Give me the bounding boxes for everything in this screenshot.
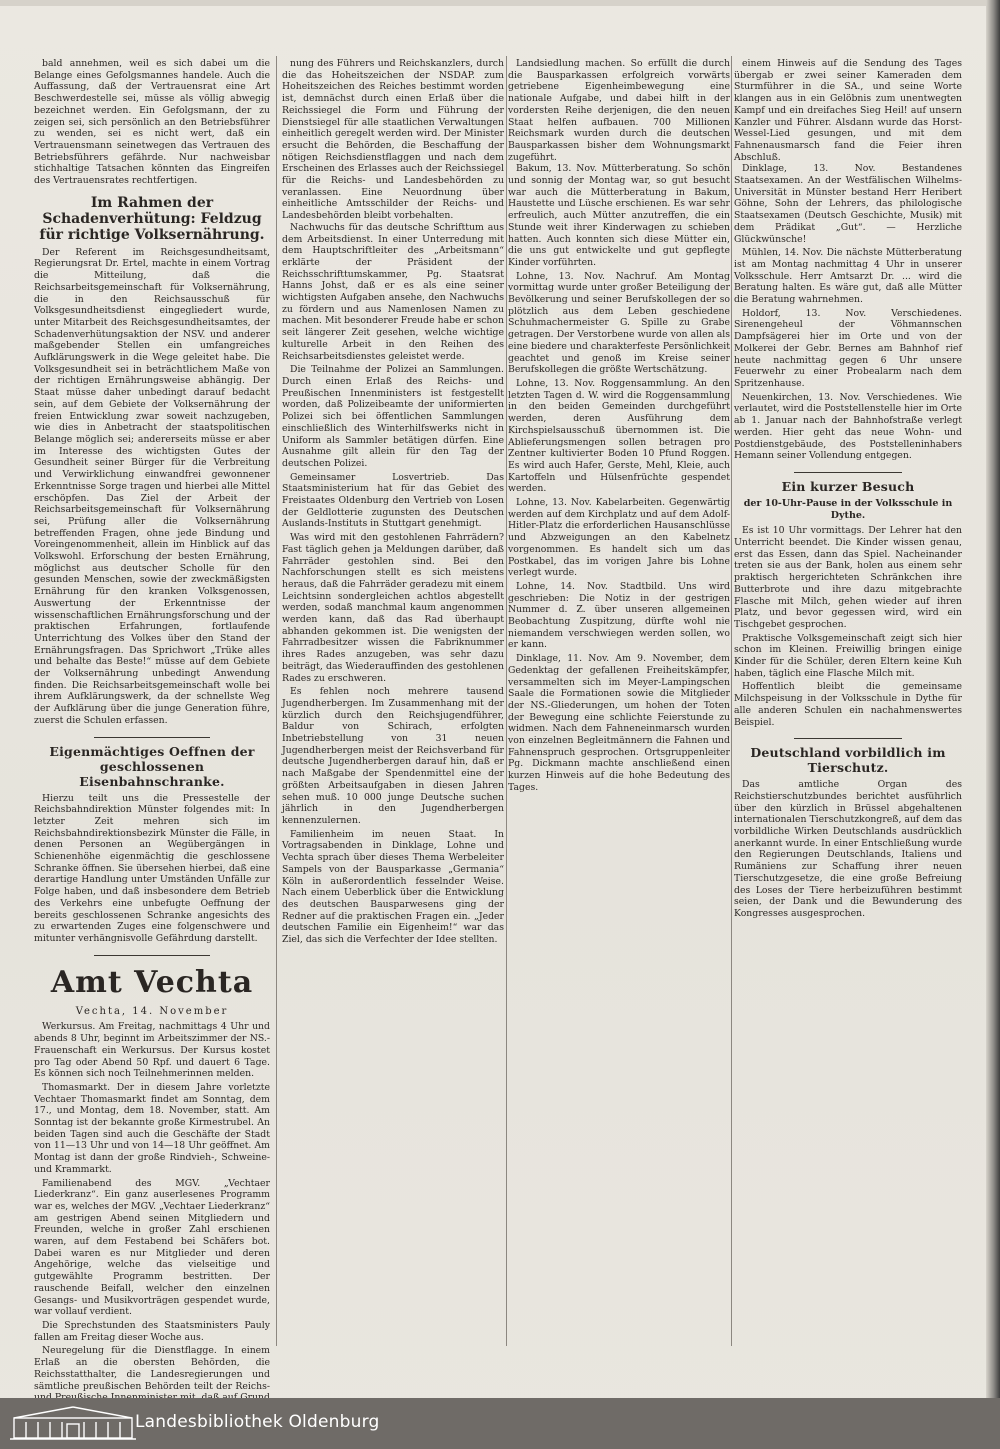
news-item-neuenkirchen: Neuenkirchen, 13. Nov. Verschiedenes. Wie verlautet, wird die Poststellenstelle hier im Orte ab 1. Januar nach der Bahnhofstraße verlegt werden. Hier geht das neue Wohn- und Postdienstgebäude, des Poststelleninhabers Hemann seiner Vollendung entgegen. (734, 391, 963, 462)
news-item-liederkranz: Familienabend des MGV. „Vechtaer Liederkranz“. Ein ganz auserlesenes Programm war es, welches der MGV. „Vechtaer Liederkranz“ am gestrigen Abend seinen Mitgliedern und Freunden, welche in großer Zahl erschienen waren, auf dem Festabend bei Schäfers bot. Dabei waren es nur Mitglieder und deren Angehörige, welche das vielseitige und gutgewählte Programm bestritten. Der rauschende Beifall, welcher den einzelnen Gesangs- und Musikvorträgen gespendet wurde, war vollauf verdient. (34, 1177, 270, 1318)
news-item-jugendherbergen: Es fehlen noch mehrere tausend Jugendherbergen. Im Zusammenhang mit der kürzlich durch den Reichsjugendführer, Baldur von Schirach, erfolgten Inbetriebstellung von 31 neuen Jugendherbergen meist der Reichsverband für deutsche Jugendherbergen darauf hin, daß er nach Maßgabe der Spendenmittel eine der größten Arbeitsaufgaben in diesen Jahren sehen muß. 10 000 junge Deutsche suchen jährlich in den Jugendherbergen kennenzulernen. (282, 686, 504, 826)
news-item-bakum: Bakum, 13. Nov. Mütterberatung. So schön und sonnig der Montag war, so gut besucht war auch die Mütterberatung in Bakum, Haustette und Lüsche erschienen. Es war sehr erfreulich, auch Mütter anzutreffen, die ein Stunde weit ihrer Kinderwagen zu schieben hatten. Auch konnten sich diese Mütter ein, die uns gut entwickelte und gut gepflegte Kinder vorführten. (508, 163, 730, 268)
news-item-lohne-kabel: Lohne, 13. Nov. Kabelarbeiten. Gegenwärtig werden auf dem Kirchplatz und auf dem Adolf-Hitler-Platz die erforderlichen Hausanschlüsse und Abzweigungen an den Kabelnetz vorgenommen. Es handelt sich um das Postkabel, das im vorigen Jahre bis Lohne verlegt wurde. (508, 497, 730, 579)
column-separator (731, 56, 732, 1346)
news-item-holdorf: Holdorf, 13. Nov. Verschiedenes. Sirenengeheul der Vöhmannschen Dampfsägerei hier im Orte und von der Molkerei der Gebr. Bernes am Bahnhof rief heute nachmittag gegen 6 Uhr unsere Feuerwehr zu einer Probealarm nach dem Spritzenhause. (734, 307, 962, 389)
article-kurzer-besuch: Es ist 10 Uhr vormittags. Der Lehrer hat den Unterricht beendet. Die Kinder wissen genau, erst das Essen, dann das Spiel. Nacheinander treten sie aus der Bank, holen aus einem sehr praktisch hergerichteten Schränkchen ihre Butterbrote und ihre dazu mitgebrachte Flasche mit Milch, gehen wieder auf ihren Platz, und bevor gegessen wird, wird ein Tischgebet gesprochen. (734, 525, 962, 630)
page-top-edge (0, 0, 1000, 6)
article-tierschutz: Das amtliche Organ des Reichstierschutzbundes berichtet ausführlich über den kürzlich in Brüssel abgehaltenen internationalen Tierschutzkongreß, auf dem das vorbildliche Wirken Deutschlands ausdrücklich anerkannt wurde. In einer Entschließung wurde den Regierungen Deutschlands, Italiens und Rumäniens zur Schaffung ihrer neuen Tierschutzgesetze, die eine große Befreiung des Loses der Tiere herbeizuführen bestimmt seien, der Dank und die Bewunderung des Kongresses ausgesprochen. (734, 779, 962, 919)
headline-volksernaehrung: Im Rahmen der Schadenverhütung: Feldzug für richtige Volksernährung. (39, 194, 265, 243)
article-intro-text: bald annehmen, weil es sich dabei um die Belange eines Gefolgsmannes handele. Auch die Auffassung, daß der Vertrauensrat eine Art Beschwerdestelle sei, müsse als völlig abwegig bezeichnet werden. Ein Gefolgsmann, der zu zeigen sei, sich persönlich an den Betriebsführer zu wenden, sei es nicht wert, daß ein Vertrauensmann seinetwegen das Vertrauen des Betriebsführers gefährde. Nur nachweisbar stichhaltige Tatsachen könnten das Eingreifen des Vertrauensrates rechtfertigen. (34, 58, 270, 187)
headline-kurzer-besuch: Ein kurzer Besuch (781, 478, 915, 494)
news-item-thomasmarkt: Thomasmarkt. Der in diesem Jahre vorletzte Vechtaer Thomasmarkt findet am Sonntag, dem 17., und Montag, dem 18. November, statt. Am Sonntag ist der bekannte große Kirmestrubel. An beiden Tagen sind auch die Geschäfte der Stadt von 11—13 Uhr und von 14—18 Uhr geöffnet. Am Montag ist dann der große Rindvieh-, Schweine- und Krammarkt. (34, 1081, 270, 1175)
article-kurzer-besuch-3: Hoffentlich bleibt die gemeinsame Milchspeisung in der Volksschule in Dythe für alle anderen Schulen ein nachahmenswertes Beispiel. (734, 681, 962, 728)
article-eisenbahnschranke: Hierzu teilt uns die Pressestelle der Reichsbahndirektion Münster folgendes mit: In letzter Zeit mehren sich im Reichsbahndirektionsbezirk Münster die Fälle, in denen Personen an Wegübergängen in Schienenhöhe eigenmächtig die geschlossene Schranke öffnen. Sie übersehen hierbei, daß eine derartige Handlung unter Umständen Unfälle zur Folge haben, und daß insbesondere dem Betrieb des Verkehrs eine unbefugte Oeffnung der bereits geschlossenen Schranke angesichts des zu erwartenden Zuges eine folgenschwere und mitunter verhängnisvolle Gefährdung darstellt. (34, 792, 270, 944)
library-building-logo-icon (8, 1404, 138, 1442)
section-title-amt-vechta: Amt Vechta (50, 964, 254, 1000)
news-item-schrifttum: Nachwuchs für das deutsche Schrifttum aus dem Arbeitsdienst. In einer Unterredung mit dem Hauptschriftleiter des „Arbeitsmann“ erklärte der Präsident der Reichsschrifttumskammer, Pg. Staatsrat Hanns Johst, daß er es als eine seiner wichtigsten Aufgaben ansehe, den Nachwuchs zu fördern und aus Namenlosen Namen zu machen. Mit besonderer Freude habe er schon seit längerer Zeit gesehen, welche wichtige kulturelle Arbeit in den Reihen des Reichsarbeitsdienstes geleistet werde. (282, 221, 504, 362)
article-kurzer-besuch-2: Praktische Volksgemeinschaft zeigt sich hier schon im Kleinen. Freiwillig bringen einige Kinder für die Schüler, deren Eltern keine Kuh haben, täglich eine Flasche Milch mit. (734, 632, 962, 679)
news-item-familienheim: Familienheim im neuen Staat. In Vortragsabenden in Dinklage, Lohne und Vechta sprach über dieses Thema Werbeleiter Sampels von der Bausparkasse „Germania“ Köln in außerordentlich fesselnder Weise. Nach einem Ueberblick über die Entwicklung des deutschen Bausparwesens ging der Redner auf die praktischen Fragen ein. „Jeder deutschen Familie ein Eigenheim!“ war das Ziel, das sich die Verfechter der Idee stellten. (282, 828, 504, 946)
library-footer (0, 1398, 1000, 1449)
article-dinklage-cont: einem Hinweis auf die Sendung des Tages übergab er zwei seiner Kameraden dem Sturmführer in die SA., und seine Worte klangen aus in ein Gelöbnis zum unentwegten Kampf und ein dreifaches Sieg Heil! auf unsern Kanzler und Führer. Alsdann wurde das Horst-Wessel-Lied gesungen, und mit dem Fahnenausmarsch fand die Feier ihren Abschluß. (734, 58, 962, 163)
news-item-staatsexamen: Dinklage, 13. Nov. Bestandenes Staatsexamen. An der Westfälischen Wilhelms-Universität in Münster bestand Herr Heribert Göhne, Sohn der Lehrers, das philologische Staatsexamen (Deutsch Geschichte, Musik) mit dem Prädikat „Gut“. — Herzliche Glückwünsche! (734, 163, 962, 245)
library-name: Landesbibliothek Oldenburg (135, 1412, 380, 1432)
column-3 (508, 58, 730, 1398)
divider-rule (794, 738, 902, 739)
headline-tierschutz: Deutschland vorbildlich im Tierschutz. (750, 745, 946, 776)
page-binding-edge (986, 0, 1000, 1449)
column-4 (734, 58, 962, 1388)
column-separator (276, 56, 277, 1346)
news-item-dienstflagge: Neuregelung für die Dienstflagge. In einem Erlaß an die obersten Behörden, die Reichsstatthalter, die Landesregierungen und sämtliche preußischen Behörden teilt der Reichs- (34, 1345, 270, 1392)
divider-rule (794, 472, 902, 473)
news-item-lohne-stadtbild: Lohne, 14. Nov. Stadtbild. Uns wird geschrieben: Die Notiz in der gestrigen Nummer d. Z. über unseren allgemeinen Beobachtung Zuspitzung, dürfte wohl nie niemandem verschwiegen werden sollen, wo er kann. (508, 580, 730, 651)
headline-eisenbahnschranke: Eigenmächtiges Oeffnen der geschlossenen Eisenbahnschranke. (49, 743, 255, 789)
subheadline-kurzer-besuch: der 10-Uhr-Pause in der Volksschule in Dythe. (743, 497, 953, 521)
divider-rule (94, 955, 210, 956)
article-familienheim-cont: Landsiedlung machen. So erfüllt die durch die Bausparkassen erfolgreich vorwärts getriebene Eigenheimbewegung eine nationale Aufgabe, und dabei hilft in der vordersten Reihe derjenigen, die den neuen Staat helfen aufbauen. 700 Millionen Reichsmark wurden durch die deutschen Bausparkassen bisher dem Wohnungsmarkt zugeführt. (508, 58, 730, 163)
news-item-muehlen: Mühlen, 14. Nov. Die nächste Mütterberatung ist am Montag nachmittag 4 Uhr in unserer Volksschule. Herr Amtsarzt Dr. ... wird die Beratung halten. Es wäre gut, daß alle Mütter die Beratung wahrnehmen. (734, 247, 962, 306)
news-item-fahrraeder: Was wird mit den gestohlenen Fahrrädern? Fast täglich gehen ja Meldungen darüber, daß Fahrräder gestohlen sind. Bei den Nachforschungen stellt es sich meistens heraus, daß die Fahrräder geradezu mit einem Leichtsinn sondergleichen achtlos abgestellt werden, sodaß manchmal kaum angenommen werden kann, daß das Rad überhaupt abhanden gekommen ist. Die wenigsten der Fahrradbesitzer wissen die Fabriknummer ihres Rades anzugeben, was sehr dazu beiträgt, das Wiederauffinden des gestohlenen Rades zu erschweren. (282, 532, 504, 684)
news-item-polizei: Die Teilnahme der Polizei an Sammlungen. Durch einen Erlaß des Reichs- und Preußischen Innenministers ist festgestellt worden, daß Polizeibeamte der uniformierten Polizei sich bei öffentlichen Sammlungen einschließlich des Winterhilfswerks nicht in Uniform als Sammler betätigen dürfen. Eine Ausnahme gilt allein für den Tag der deutschen Polizei. (282, 364, 504, 469)
news-item-lohne-roggen: Lohne, 13. Nov. Roggensammlung. An den letzten Tagen d. W. wird die Roggensammlung in den beiden Gemeinden durchgeführt werden, deren Ausführung dem Kirchspielsausschuß übernommen ist. Die Ablieferungsmengen sollen betragen pro Zentner kultivierter Boden 10 Pfund Roggen. Es wird auch Hafer, Gerste, Mehl, Kleie, auch Kartoffeln und Hülsenfrüchte gespendet werden. (508, 377, 730, 495)
article-volksernaehrung: Der Referent im Reichsgesundheitsamt, Regierungsrat Dr. Ertel, machte in einem Vortrag die Mitteilung, daß die Reichsarbeitsgemeinschaft für Volksernährung, die in den Reichsausschuß für Volksgesundheitsdienst eingegliedert wurde, unter Mitarbeit des Reichsgesundheitsamtes, der Schadenverhütungsaktion der NSV. und anderer maßgebender Stellen ein umfangreiches Aufklärungswerk in die Wege geleitet habe. Die Volksgesundheit sei in beträchtlichem Maße von der richtigen Ernährungsweise abhängig. Der Staat müsse daher unbedingt darauf bedacht sein, auf dem Gebiete der Volksernährung der freien Entwicklung zwar soweit nachzugeben, wie dies in Anbetracht der staatspolitischen Belange möglich sei; andererseits müsse er aber im Interesse des wichtigsten Gutes der Gesundheit seiner Bürger für die Verbreitung und Verwirklichung einwandfrei gewonnener Erkenntnisse Sorge tragen und hierbei alle Mittel erschöpfen. Das Ziel der Arbeit der Reichsarbeitsgemeinschaft für Volksernährung sei, Prüfung aller die Volksernährung betreffenden Fragen, ohne jede Bindung und Voreingenommenheit, allein im Hinblick auf das Volkswohl. Erforschung der besten Ernährung, möglichst aus deutscher Scholle für den gesunden Menschen, sowie der zweckmäßigsten Ernährung für den kranken Volksgenossen, Auswertung der Erkenntnisse der wissenschaftlichen Ernährungsforschung und der praktischen Erfahrungen, fortlaufende Unterrichtung des Volkes über den Stand der Ernährungsfragen. Das Sprichwort „Trüke alles und behalte das Beste!“ müsse auf dem Gebiete der Volksernährung unbedingt Anwendung finden. Die Reichsarbeitsgemeinschaft wolle bei ihrem Aufklärungswerk, da der schnellste Weg der Aufklärung über die junge Generation führe, zuerst die Schulen erfassen. (34, 246, 270, 726)
news-item-losvertrieb: Gemeinsamer Losvertrieb. Das Staatsministerium hat für das Gebiet des Freistaates Oldenburg den Vertrieb von Losen der Geldlotterie zugunsten des Deutschen Auslands-Instituts in Stuttgart genehmigt. (282, 471, 504, 530)
article-dienstflagge-cont: nung des Führers und Reichskanzlers, durch die das Hoheitszeichen der NSDAP. zum Hoheitszeichen des Reiches bestimmt worden ist, demnächst durch einen Erlaß über die Reichssiegel die Form und Führung der Dienstsiegel für alle staatlichen Verwaltungen einheitlich geregelt werden wird. Der Minister ersucht die Behörden, die Beschaffung der nötigen Reichsdienstflaggen und nach dem Erscheinen des Erlasses auch der Reichssiegel für die Reichs- und Landesbehörden zu veranlassen. Eine Neuordnung über einheitliche Amtsschilder der Reichs- und Landesbehörden bleibt vorbehalten. (282, 58, 504, 222)
column-separator (506, 56, 507, 1346)
column-2 (282, 58, 504, 1398)
column-1 (34, 58, 270, 1392)
divider-rule (94, 737, 210, 738)
news-item-werkursus: Werkursus. Am Freitag, nachmittags 4 Uhr und abends 8 Uhr, beginnt im Arbeitszimmer der NS.-Frauenschaft ein Werkursus. Der Kursus kostet pro Tag oder Abend 50 Rpf. und dauert 6 Tage. Es können sich noch Teilnehmerinnen melden. (34, 1021, 270, 1080)
dateline-vechta: Vechta, 14. November (75, 1005, 229, 1017)
news-item-sprechstunden: Die Sprechstunden des Staatsministers Pauly fallen am Freitag dieser Woche aus. (34, 1319, 270, 1343)
news-item-lohne-nachruf: Lohne, 13. Nov. Nachruf. Am Montag vormittag wurde unter großer Beteiligung der Bevölkerung und seiner Berufskollegen der so plötzlich aus dem Leben geschiedene Schuhmachermeister G. Spille zu Grabe getragen. Der Verstorbene wurde von allen als eine biedere und charakterfeste Persönlichkeit geachtet und genoß im Kreise seiner Berufskollegen die größte Wertschätzung. (508, 270, 730, 376)
news-item-dinklage: Dinklage, 11. Nov. Am 9. November, dem Gedenktag der gefallenen Freiheitskämpfer, versammelten sich im Meyer-Lampingschen Saale die Formationen sowie die Mitglieder der NS.-Gliederungen, um hohen der Toten der Bewegung eine schlichte Feierstunde zu widmen. Nach dem Fahneneinmarsch wurden von einzelnen Begleitmännern die Fahnen und Fahnenspruch gesprochen. Ortsgruppenleiter Pg. Dickmann machte anschließend einen kurzen Hinweis auf die hohe Bedeutung des Tages. (508, 653, 730, 793)
